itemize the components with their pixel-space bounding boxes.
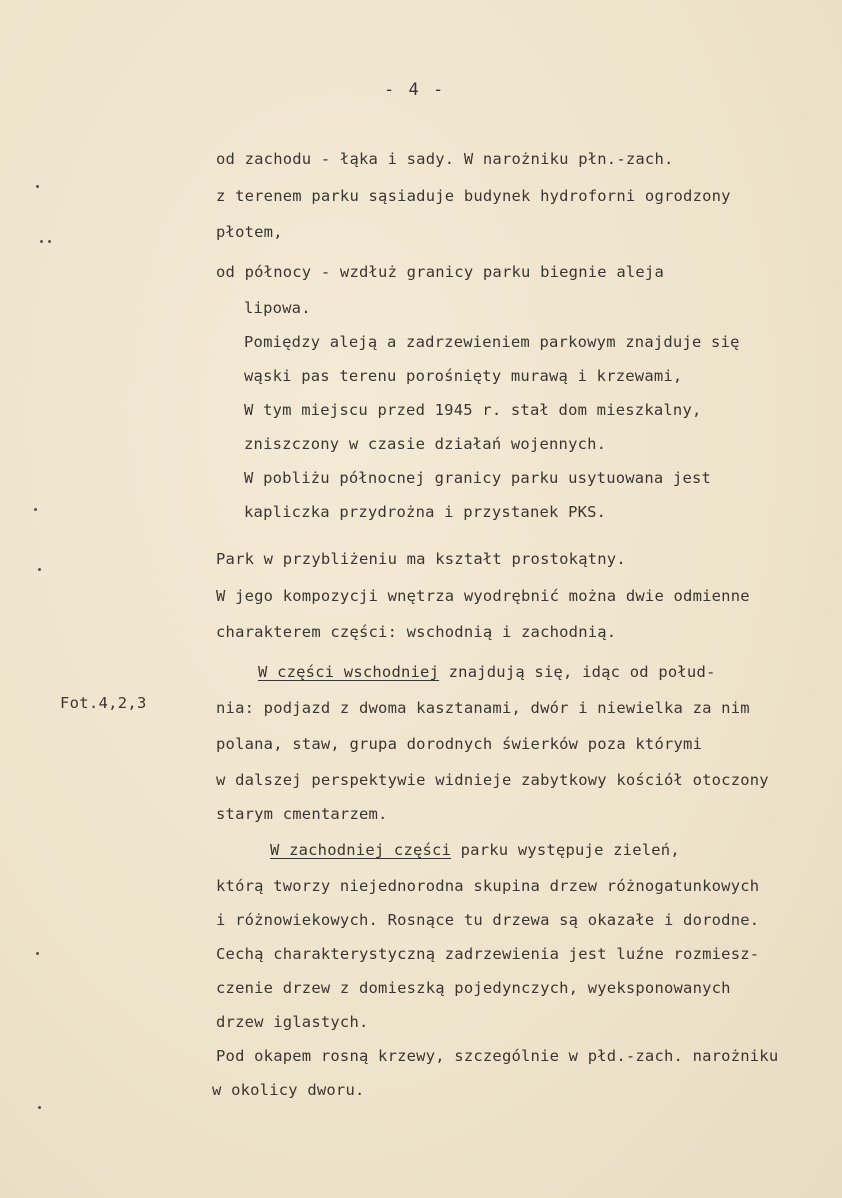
paper-speck — [34, 508, 37, 511]
text-line: od północy - wzdłuż granicy parku biegnie aleja — [216, 263, 664, 281]
text-line: charakterem części: wschodnią i zachodnią. — [216, 623, 617, 641]
text-line: w okolicy dworu. — [212, 1081, 365, 1099]
underlined-heading-west: W zachodniej części — [270, 841, 452, 859]
text-line: Pod okapem rosną krzewy, szczególnie w płd.-zach. narożniku — [216, 1047, 779, 1065]
text-line: W jego kompozycji wnętrza wyodrębnić można dwie odmienne — [216, 587, 750, 605]
text-line: drzew iglastych. — [216, 1013, 369, 1031]
text-line: z terenem parku sąsiaduje budynek hydroforni ogrodzony — [216, 187, 731, 205]
text-line: zniszczony w czasie działań wojennych. — [244, 435, 607, 453]
paper-speck — [36, 185, 39, 188]
paper-speck — [36, 952, 39, 955]
text-line: i różnowiekowych. Rosnące tu drzewa są okazałe i dorodne. — [216, 911, 760, 929]
text-line: którą tworzy niejednorodna skupina drzew różnogatunkowych — [216, 877, 760, 895]
text-line: wąski pas terenu porośnięty murawą i krzewami, — [244, 367, 683, 385]
text-line: Park w przybliżeniu ma kształt prostokątny. — [216, 550, 626, 568]
paper-speck — [38, 1106, 41, 1109]
text-fragment: parku występuje zieleń, — [451, 841, 680, 859]
text-line: kapliczka przydrożna i przystanek PKS. — [244, 503, 607, 521]
text-line — [270, 840, 680, 860]
text-line: lipowa. — [244, 299, 311, 317]
text-line — [258, 662, 716, 682]
underlined-heading-east: W części wschodniej — [258, 663, 440, 681]
text-line: Cechą charakterystyczną zadrzewienia jest luźne rozmiesz- — [216, 945, 760, 963]
text-fragment: znajdują się, idąc od połud- — [439, 663, 716, 681]
margin-photo-reference: Fot.4,2,3 — [60, 694, 147, 712]
text-line: w dalszej perspektywie widnieje zabytkowy kościół otoczony — [216, 771, 769, 789]
text-line: starym cmentarzem. — [216, 805, 388, 823]
text-line: nia: podjazd z dwoma kasztanami, dwór i niewielka za nim — [216, 699, 750, 717]
text-line: W pobliżu północnej granicy parku usytuowana jest — [244, 469, 712, 487]
paper-speck — [48, 240, 51, 243]
page-number: - 4 - — [384, 80, 446, 100]
text-line: polana, staw, grupa dorodnych świerków poza którymi — [216, 735, 703, 753]
text-line: płotem, — [216, 223, 283, 241]
text-line: Pomiędzy aleją a zadrzewieniem parkowym znajduje się — [244, 333, 740, 351]
text-line: W tym miejscu przed 1945 r. stał dom mieszkalny, — [244, 401, 702, 419]
text-line: od zachodu - łąka i sady. W narożniku płn.-zach. — [216, 150, 674, 168]
paper-speck — [40, 240, 43, 243]
text-line: czenie drzew z domieszką pojedynczych, wyeksponowanych — [216, 979, 731, 997]
paper-speck — [38, 568, 41, 571]
